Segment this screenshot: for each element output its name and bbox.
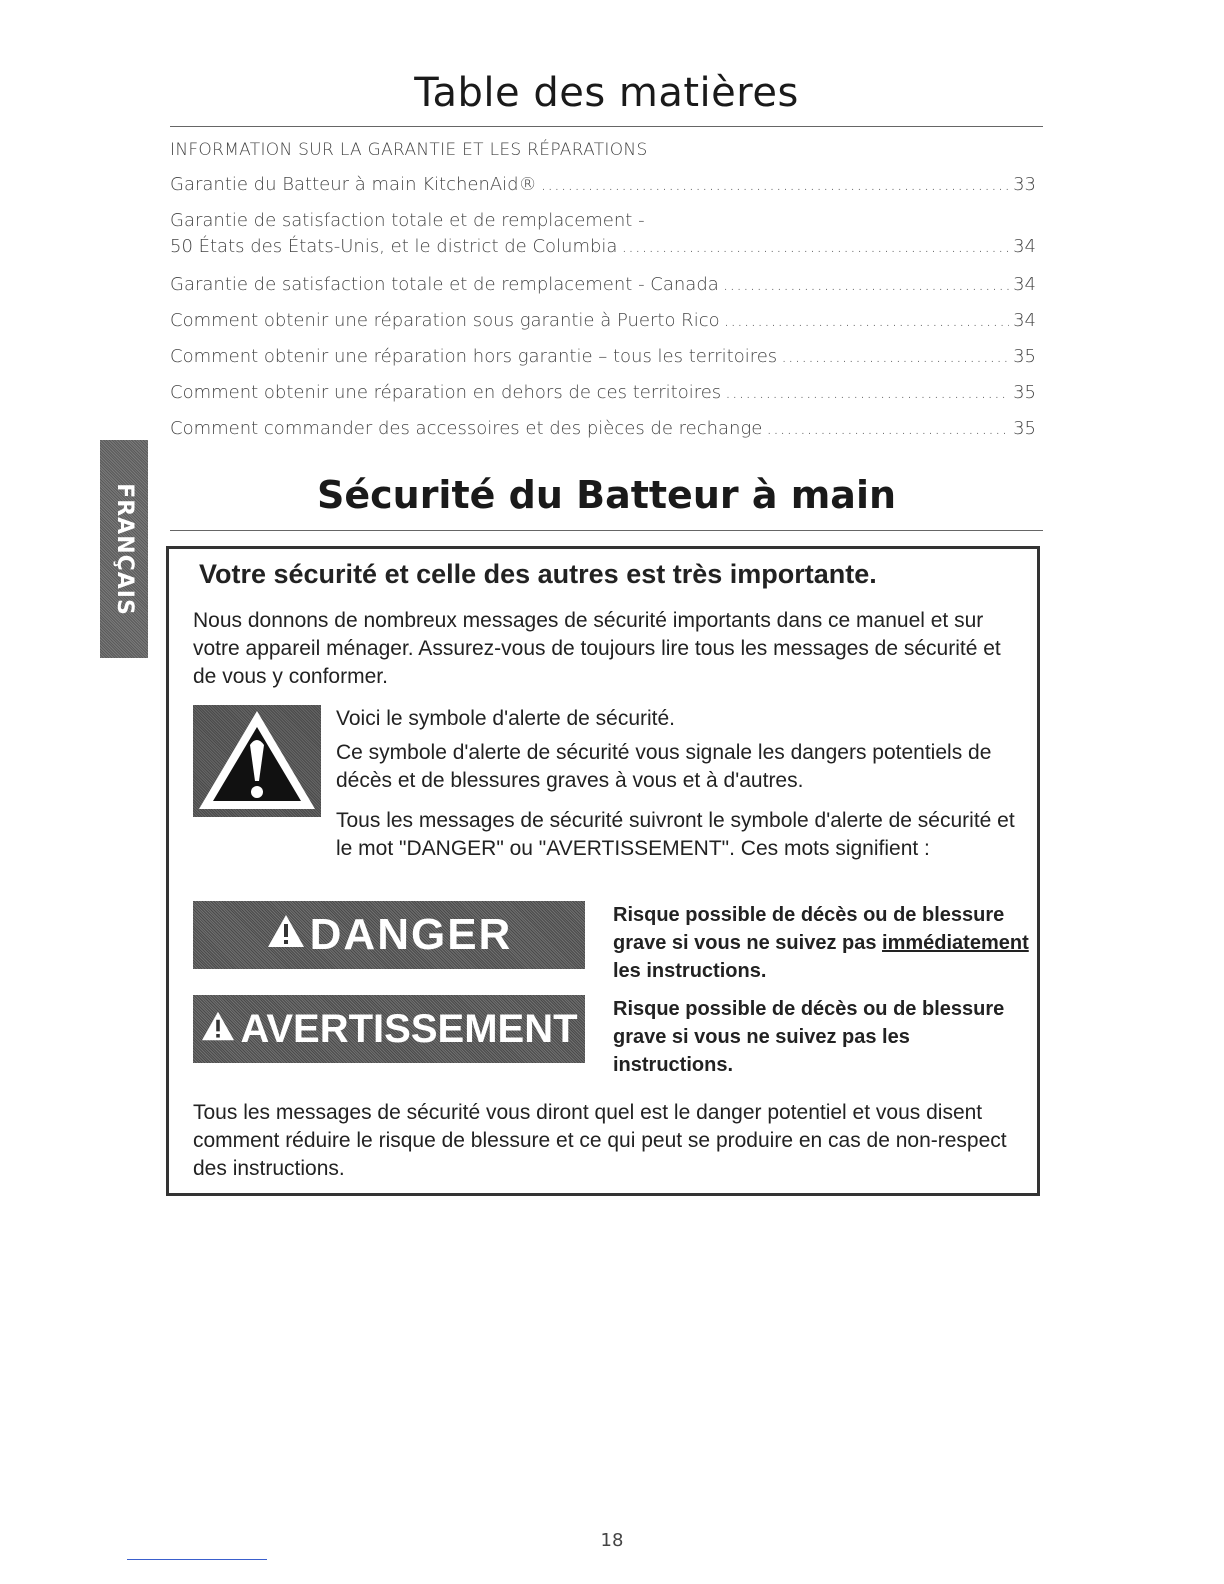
language-tab-label: FRANÇAIS [111,482,137,616]
safety-alert-icon [193,705,321,817]
toc-entry-text: Comment obtenir une réparation en dehors de ces territoires [170,382,722,403]
toc-entry-text-line1: Garantie de satisfaction totale et de remplacement - [170,210,645,231]
toc-entry-page: 33 [1013,174,1036,195]
danger-desc-emphasis: immédiatement [882,932,1029,954]
page-number: 18 [600,1530,624,1551]
warning-description: Risque possible de décès ou de blessure grave si vous ne suivez pas les instructions. [613,998,1005,1076]
warning-triangle-icon [200,1007,236,1052]
toc-entry-page: 35 [1013,418,1036,439]
safety-closing: Tous les messages de sécurité vous diront quel est le danger potentiel et vous disent comment réduire le risque de blessure et ce qui peut se produire en cas de non-respect des instructions. [193,1101,1007,1180]
warning-triangle-icon [266,910,306,960]
toc-entry [170,308,1036,334]
toc-entry-page: 34 [1013,236,1036,257]
safety-box [166,546,1040,1196]
danger-desc-text-end: les instructions. [613,960,767,982]
toc-entry-page: 34 [1013,274,1036,295]
danger-label [193,901,585,969]
section-title: Sécurité du Batteur à main [316,473,897,517]
toc-entry-page: 34 [1013,310,1036,331]
danger-description [613,901,1033,985]
toc-entry-text: Garantie du Batteur à main KitchenAid® [170,174,537,195]
toc-entry [170,208,1036,260]
symbol-intro: Voici le symbole d'alerte de sécurité. [336,707,676,730]
warning-label-text: AVERTISSEMENT [240,1006,578,1051]
signal-words-intro: Tous les messages de sécurité suivront le symbole d'alerte de sécurité et le mot "DANGER" ou "AVERTISSEMENT". Ces mots signifient : [336,809,1015,860]
toc-entry [170,380,1036,406]
toc-section-heading: INFORMATION SUR LA GARANTIE ET LES RÉPARATIONS [170,140,648,160]
toc-entry-text: Comment obtenir une réparation hors garantie – tous les territoires [170,346,778,367]
toc-entry [170,416,1036,442]
toc-entry [170,344,1036,370]
toc-title: Table des matières [414,70,799,116]
toc-entry-text: Comment obtenir une réparation sous garantie à Puerto Rico [170,310,720,331]
warning-label [193,995,585,1063]
language-tab [100,440,148,658]
footer-line [127,1559,267,1560]
symbol-meaning: Ce symbole d'alerte de sécurité vous signale les dangers potentiels de décès et de blessures graves à vous et à d'autres. [336,741,992,792]
safety-intro: Nous donnons de nombreux messages de sécurité importants dans ce manuel et sur votre appareil ménager. Assurez-vous de toujours lire tous les messages de sécurité et de vous y conformer. [193,609,1001,688]
toc-entry-page: 35 [1013,382,1036,403]
toc-entry [170,172,1036,198]
danger-desc-text: Risque possible de décès ou de blessure grave si vous ne suivez pas [613,904,1005,954]
toc-entry-page: 35 [1013,346,1036,367]
safety-box-heading: Votre sécurité et celle des autres est très importante. [199,559,877,589]
toc-divider [170,126,1043,127]
toc-entry [170,272,1036,298]
toc-entry-text: Garantie de satisfaction totale et de remplacement - Canada [170,274,719,295]
toc-entry-text: 50 États des États-Unis, et le district de Columbia [170,236,618,257]
toc-entry-text: Comment commander des accessoires et des pièces de rechange [170,418,763,439]
danger-label-text: DANGER [309,910,513,959]
section-divider [170,530,1043,531]
